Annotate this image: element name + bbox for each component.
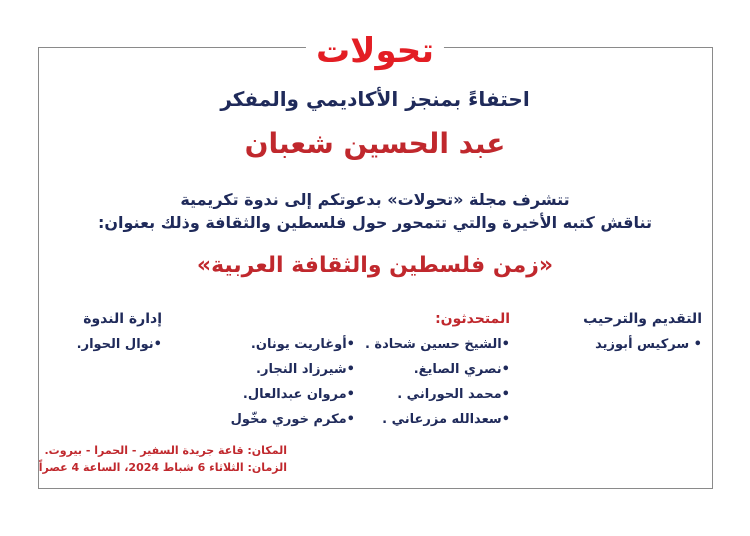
intro-line: احتفاءً بمنجز الأكاديمي والمفكر	[220, 87, 530, 111]
invite-line-2: تناقش كتبه الأخيرة والتي تتمحور حول فلسطين والثقافة وذلك بعنوان:	[97, 213, 653, 232]
time-line: الزمان: الثلاثاء 6 شباط 2024، الساعة 4 عصراً	[38, 461, 287, 474]
moderation-heading: إدارة الندوة	[83, 311, 162, 327]
speakers-heading: المتحدثون:	[435, 311, 510, 327]
moderation-section	[77, 309, 162, 360]
magazine-logo: تحولات	[306, 33, 444, 69]
speaker-item: •مروان عبدالعال.	[242, 387, 355, 402]
presentation-item: • سركيس أبوزيد	[595, 337, 702, 352]
presentation-heading: التقديم والترحيب	[583, 311, 702, 327]
speakers-section-2	[231, 335, 355, 435]
speakers-section	[365, 309, 510, 435]
invite-line-1: تتشرف مجلة «تحولات» بدعوتكم إلى ندوة تكريمية	[180, 190, 570, 209]
honoree-name: عبد الحسين شعبان	[244, 127, 506, 160]
speaker-item: •الشيخ حسين شحادة .	[364, 337, 510, 352]
speaker-item: •محمد الحوراني .	[397, 387, 510, 402]
presentation-section	[583, 309, 702, 360]
venue-line: المكان: قاعة جريدة السفير - الحمرا - بيروت.	[44, 444, 287, 457]
speaker-item: •سعدالله مزرعاني .	[382, 412, 510, 427]
speaker-item: •شيرزاد النجار.	[256, 362, 355, 377]
speaker-item: •نصري الصايغ.	[413, 362, 510, 377]
seminar-title: «زمن فلسطين والثقافة العربية»	[196, 253, 554, 278]
speaker-item: •مكرم خوري مخّول	[230, 412, 355, 427]
speaker-item: •أوغاريت يونان.	[250, 337, 355, 352]
moderator-item: •نوال الحوار.	[76, 337, 162, 352]
